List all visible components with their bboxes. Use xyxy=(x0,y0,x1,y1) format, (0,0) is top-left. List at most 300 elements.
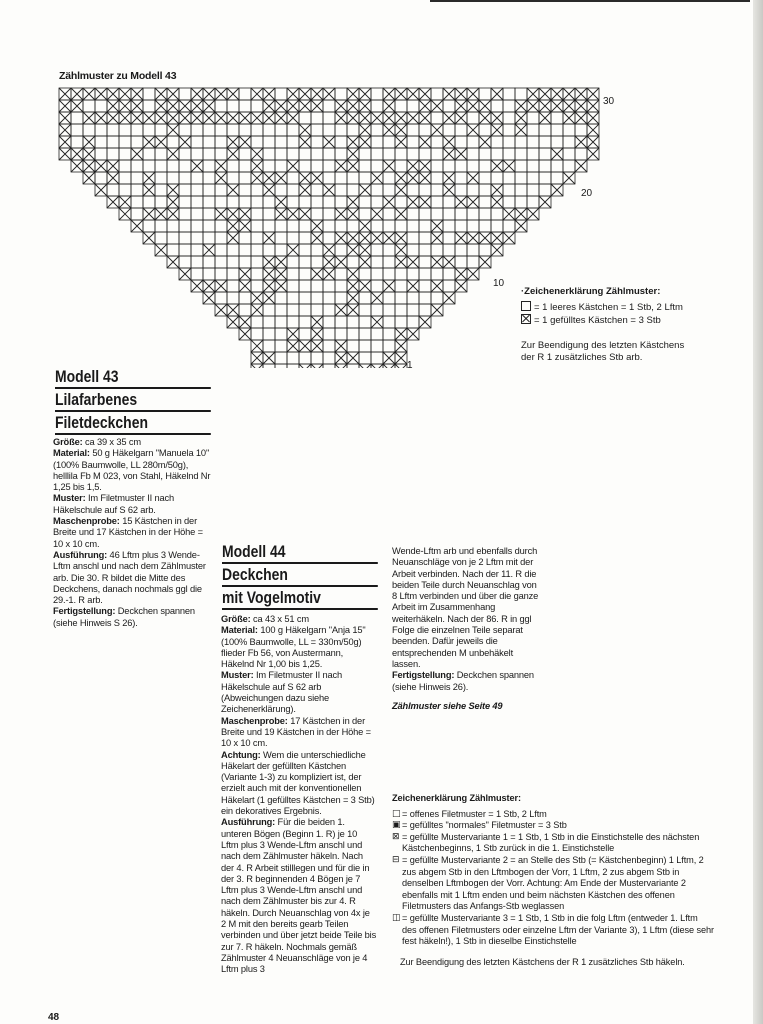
chart-cell xyxy=(503,184,515,196)
chart-cell xyxy=(371,268,383,280)
filled-cell-mark xyxy=(287,100,299,112)
filled-cell-mark xyxy=(239,280,251,292)
chart-cell xyxy=(503,172,515,184)
filled-cell-mark xyxy=(287,88,299,100)
chart-cell xyxy=(155,172,167,184)
filled-cell-mark xyxy=(131,148,143,160)
filled-cell-mark xyxy=(239,268,251,280)
symbol-key-title: Zeichenerklärung Zählmuster: xyxy=(392,793,521,803)
chart-cell xyxy=(131,124,143,136)
chart-cell xyxy=(143,148,155,160)
filled-cell-mark xyxy=(563,100,575,112)
chart-cell xyxy=(479,124,491,136)
filled-cell-mark xyxy=(131,88,143,100)
page-edge xyxy=(753,0,763,1024)
chart-cell xyxy=(311,112,323,124)
chart-cell xyxy=(227,160,239,172)
filled-cell-mark xyxy=(263,268,275,280)
chart-cell xyxy=(179,208,191,220)
filled-cell-mark xyxy=(311,268,323,280)
filled-cell-mark xyxy=(455,232,467,244)
filled-cell-mark xyxy=(335,256,347,268)
chart-cell xyxy=(479,244,491,256)
chart-cell xyxy=(215,136,227,148)
filled-cell-mark xyxy=(287,112,299,124)
chart-cell xyxy=(227,280,239,292)
chart-cell xyxy=(239,304,251,316)
chart-cell xyxy=(287,232,299,244)
chart-cell xyxy=(131,196,143,208)
chart-cell xyxy=(371,196,383,208)
chart-cell xyxy=(335,196,347,208)
chart-cell xyxy=(503,124,515,136)
chart-cell xyxy=(155,220,167,232)
chart-cell xyxy=(263,316,275,328)
filled-cell-mark xyxy=(479,100,491,112)
chart-cell xyxy=(119,160,131,172)
filled-cell-mark xyxy=(467,88,479,100)
filled-cell-mark xyxy=(443,112,455,124)
chart-cell xyxy=(335,184,347,196)
filled-cell-mark xyxy=(263,280,275,292)
chart-cell xyxy=(323,208,335,220)
chart-cell xyxy=(167,160,179,172)
filled-cell-mark xyxy=(287,208,299,220)
filled-cell-mark xyxy=(443,184,455,196)
chart-cell xyxy=(299,352,311,364)
filled-cell-mark xyxy=(143,184,155,196)
chart-cell xyxy=(335,280,347,292)
page-number: 48 xyxy=(48,1012,60,1023)
filled-cell-mark xyxy=(59,112,71,124)
chart-cell xyxy=(311,196,323,208)
chart-cell xyxy=(251,280,263,292)
chart-cell xyxy=(563,136,575,148)
filled-cell-mark xyxy=(503,160,515,172)
filled-cell-mark xyxy=(83,136,95,148)
filled-cell-mark xyxy=(371,208,383,220)
filled-cell-mark xyxy=(419,100,431,112)
filled-cell-mark xyxy=(167,208,179,220)
filled-cell-mark xyxy=(527,88,539,100)
chart-cell xyxy=(287,136,299,148)
chart-cell xyxy=(95,148,107,160)
filled-cell-mark xyxy=(239,136,251,148)
chart-cell xyxy=(215,148,227,160)
chart-cell xyxy=(527,160,539,172)
chart-cell xyxy=(359,352,371,364)
chart-cell xyxy=(335,220,347,232)
chart-cell xyxy=(383,304,395,316)
chart-cell xyxy=(191,268,203,280)
filled-cell-mark xyxy=(215,112,227,124)
chart-cell xyxy=(395,100,407,112)
filled-cell-mark xyxy=(287,328,299,340)
chart-cell xyxy=(419,220,431,232)
filled-cell-mark xyxy=(323,184,335,196)
chart-cell xyxy=(371,88,383,100)
chart-cell xyxy=(251,184,263,196)
chart-cell xyxy=(287,268,299,280)
chart-cell xyxy=(515,160,527,172)
chart-cell xyxy=(275,160,287,172)
chart-cell xyxy=(371,352,383,364)
filled-cell-mark xyxy=(395,112,407,124)
filled-cell-mark xyxy=(131,220,143,232)
filled-cell-mark xyxy=(215,172,227,184)
chart-cell xyxy=(455,244,467,256)
filled-cell-mark xyxy=(239,112,251,124)
filled-cell-mark xyxy=(395,232,407,244)
chart-cell xyxy=(299,196,311,208)
filled-cell-mark xyxy=(383,196,395,208)
filled-cell-mark xyxy=(383,280,395,292)
filled-cell-mark xyxy=(95,88,107,100)
chart-cell xyxy=(323,100,335,112)
chart-cell xyxy=(347,124,359,136)
chart-cell xyxy=(311,352,323,364)
filled-cell-mark xyxy=(419,88,431,100)
filled-cell-mark xyxy=(539,112,551,124)
filled-cell-mark xyxy=(383,352,395,364)
chart-cell xyxy=(119,148,131,160)
chart-cell xyxy=(395,304,407,316)
chart-cell xyxy=(383,220,395,232)
chart-cell xyxy=(407,220,419,232)
open-box-icon: □ xyxy=(392,808,401,819)
filled-cell-mark xyxy=(515,124,527,136)
filled-cell-mark xyxy=(359,244,371,256)
chart-cell xyxy=(299,232,311,244)
chart-cell xyxy=(287,148,299,160)
filled-cell-mark xyxy=(491,124,503,136)
filled-cell-mark xyxy=(575,136,587,148)
filled-cell-mark xyxy=(335,232,347,244)
chart-cell xyxy=(167,136,179,148)
chart-cell xyxy=(383,316,395,328)
chart-cell xyxy=(551,172,563,184)
chart-cell xyxy=(239,256,251,268)
chart-cell xyxy=(203,172,215,184)
chart-cell xyxy=(443,208,455,220)
chart-cell xyxy=(287,352,299,364)
filled-cell-mark xyxy=(407,160,419,172)
filled-cell-mark xyxy=(311,220,323,232)
chart-cell xyxy=(311,184,323,196)
chart-cell xyxy=(311,160,323,172)
filled-cell-mark xyxy=(383,100,395,112)
chart-cell xyxy=(539,148,551,160)
chart-cell xyxy=(251,268,263,280)
filled-cell-mark xyxy=(431,280,443,292)
filled-cell-mark xyxy=(419,172,431,184)
chart-cell xyxy=(215,244,227,256)
chart-cell xyxy=(347,340,359,352)
chart-cell xyxy=(467,208,479,220)
chart-cell xyxy=(179,220,191,232)
chart-cell xyxy=(71,112,83,124)
chart-cell xyxy=(383,340,395,352)
filled-cell-mark xyxy=(263,352,275,364)
filled-cell-mark xyxy=(395,184,407,196)
filled-cell-mark xyxy=(167,196,179,208)
chart-cell xyxy=(275,364,287,368)
chart-cell xyxy=(275,184,287,196)
filled-cell-mark xyxy=(455,100,467,112)
filled-cell-mark xyxy=(263,292,275,304)
chart-cell xyxy=(323,280,335,292)
filled-cell-mark xyxy=(395,88,407,100)
chart-cell xyxy=(155,232,167,244)
filled-cell-mark xyxy=(311,172,323,184)
chart-cell xyxy=(491,136,503,148)
chart-cell xyxy=(215,256,227,268)
filled-cell-mark xyxy=(347,232,359,244)
filled-cell-mark xyxy=(299,100,311,112)
chart-cell xyxy=(515,196,527,208)
chart-cell xyxy=(155,148,167,160)
chart-cell xyxy=(275,88,287,100)
filled-cell-mark xyxy=(143,136,155,148)
chart-cell xyxy=(191,172,203,184)
chart-cell xyxy=(503,100,515,112)
chart-cell xyxy=(143,220,155,232)
empty-box-icon xyxy=(521,301,531,311)
chart-cell xyxy=(407,136,419,148)
chart-cell xyxy=(359,208,371,220)
chart-cell xyxy=(407,316,419,328)
filled-cell-mark xyxy=(359,124,371,136)
filled-cell-mark xyxy=(227,88,239,100)
chart-cell xyxy=(407,244,419,256)
filled-cell-mark xyxy=(443,88,455,100)
chart-cell xyxy=(491,148,503,160)
chart-cell xyxy=(479,172,491,184)
chart-cell xyxy=(203,136,215,148)
chart-cell xyxy=(323,328,335,340)
filled-cell-mark xyxy=(407,196,419,208)
model43-text: Größe: ca 39 x 35 cm Material: 50 g Häkelgarn "Manuela 10" (100% Baumwolle, LL 280m/50g), helllila Fb M 023, von Stahl, Häkelnd Nr 1,25 bis 1,5. Muster: Im Filetmuster II nach Häkelschule auf S 62 arb. Maschenprobe: 15 Kästchen in der Breite und 17 Kästchen in der Höhe = 10 x 10 cm. Ausführung: 46 Lftm plus 3 Wende-Lftm anschl und nach dem Zählmuster arb. Die 30. R bildet die Mitte des Deckchens, danach nochmals ggl die 29.-1. R arb. Fertigstellung: Deckchen spannen (siehe Hinweis S 26). xyxy=(53,437,211,628)
chart-cell xyxy=(383,172,395,184)
chart-cell xyxy=(503,196,515,208)
chart-cell xyxy=(395,280,407,292)
filled-cell-mark xyxy=(251,352,263,364)
filled-cell-mark xyxy=(155,88,167,100)
filled-cell-mark xyxy=(467,124,479,136)
chart-cell xyxy=(575,148,587,160)
filled-cell-mark xyxy=(587,100,599,112)
chart-cell xyxy=(443,124,455,136)
filled-cell-mark xyxy=(575,112,587,124)
chart-cell xyxy=(407,100,419,112)
chart-cell xyxy=(203,208,215,220)
chart-cell xyxy=(431,292,443,304)
chart-cell xyxy=(443,280,455,292)
chart-cell xyxy=(275,232,287,244)
filled-cell-mark xyxy=(143,172,155,184)
filled-cell-mark xyxy=(479,112,491,124)
chart-cell xyxy=(215,124,227,136)
filled-cell-mark xyxy=(335,352,347,364)
filled-cell-mark xyxy=(263,232,275,244)
filled-cell-mark xyxy=(275,196,287,208)
chart-cell xyxy=(371,148,383,160)
filled-cell-mark xyxy=(371,292,383,304)
chart-cell xyxy=(287,124,299,136)
filled-cell-mark xyxy=(83,160,95,172)
chart-cell xyxy=(263,364,275,368)
chart-cell xyxy=(131,160,143,172)
chart-cell xyxy=(335,316,347,328)
filled-cell-mark xyxy=(455,268,467,280)
filled-cell-mark xyxy=(107,172,119,184)
chart-cell xyxy=(371,256,383,268)
chart-cell xyxy=(431,208,443,220)
chart-cell xyxy=(263,220,275,232)
filled-cell-mark xyxy=(527,208,539,220)
chart-cell xyxy=(239,160,251,172)
filled-cell-mark xyxy=(371,172,383,184)
chart-cell xyxy=(227,100,239,112)
filled-cell-mark xyxy=(251,304,263,316)
filled-cell-mark xyxy=(299,184,311,196)
filled-cell-mark xyxy=(575,88,587,100)
filled-cell-mark xyxy=(431,256,443,268)
chart-cell xyxy=(119,184,131,196)
chart-cell xyxy=(395,292,407,304)
chart-cell xyxy=(479,184,491,196)
model44-text-col1: Größe: ca 43 x 51 cm Material: 100 g Häkelgarn "Anja 15" (100% Baumwolle, LL = 330m/50g) flieder Fb 56, von Austermann, Häkelnd Nr 1,00 bis 1,25. Muster: Im Filetmuster II nach Häkelschule auf S 62 arb (Abweichungen dazu siehe Zeichenerklärung). Maschenprobe: 17 Kästchen in der Breite und 19 Kästchen in der Höhe = 10 x 10 cm. Achtung: Wem die unterschiedliche Häkelart der gefüllten Kästchen (Variante 1-3) zu kompliziert ist, der erzielt auch mit der konventionellen Häkelart (1 gefülltes Kästchen = 3 Stb) ein dekoratives Ergebnis. Ausführung: Für die beiden 1. unteren Bögen (Beginn 1. R) je 10 Lftm plus 3 Wende-Lftm anschl und nach dem Zählmuster häkeln. Nach der 4. R Arbeit stilllegen und für die in der 3. R beginnenden 4 Bögen je 7 Lftm plus 3 Wende-Lftm anschl und nach dem Zählmuster bis zur 4. R häkeln. Durch Neuanschlag von 4x je 2 M mit den bereits gearb Teilen verbinden und über jetzt beide Teile bis zur 7. R häkeln. Nochmals gemäß Zählmuster 4 Neuanschläge von je 4 Lftm plus 3 xyxy=(221,614,377,975)
chart-cell xyxy=(179,124,191,136)
chart-cell xyxy=(335,244,347,256)
filled-cell-mark xyxy=(347,88,359,100)
chart-cell xyxy=(491,220,503,232)
filled-cell-mark xyxy=(275,256,287,268)
chart-cell xyxy=(215,100,227,112)
chart-cell xyxy=(431,268,443,280)
filled-cell-mark xyxy=(227,148,239,160)
chart-cell xyxy=(527,172,539,184)
filled-cell-mark xyxy=(587,112,599,124)
filled-cell-mark xyxy=(395,352,407,364)
chart-cell xyxy=(239,124,251,136)
chart-cell xyxy=(203,160,215,172)
filled-cell-mark xyxy=(395,172,407,184)
chart-cell xyxy=(383,268,395,280)
chart-cell xyxy=(323,220,335,232)
chart-cell xyxy=(191,220,203,232)
chart-cell xyxy=(251,328,263,340)
filled-cell-mark xyxy=(95,112,107,124)
filled-cell-mark xyxy=(359,100,371,112)
chart-cell xyxy=(347,364,359,368)
chart-cell xyxy=(203,184,215,196)
chart-cell xyxy=(239,292,251,304)
filled-cell-mark xyxy=(83,148,95,160)
filled-cell-mark xyxy=(203,112,215,124)
filled-cell-mark xyxy=(419,136,431,148)
chart-cell xyxy=(395,316,407,328)
chart-cell xyxy=(275,124,287,136)
chart-cell xyxy=(119,172,131,184)
chart-cell xyxy=(191,196,203,208)
chart-cell xyxy=(395,196,407,208)
chart-cell xyxy=(203,124,215,136)
filled-cell-mark xyxy=(59,136,71,148)
filled-cell-mark xyxy=(539,100,551,112)
symbol-row: ◫ = gefüllte Mustervariante 3 = 1 Stb, 1 Stb in die folg Lftm (entweder 1. Lftm des offenen Filetmusters oder einzelne Lftm der Variante 3), 1 Lftm (diese sehr fest häkeln!), 1 Stb in dieselbe Einstichstelle xyxy=(392,912,714,947)
filled-cell-mark xyxy=(359,112,371,124)
chart-cell xyxy=(395,148,407,160)
chart-cell xyxy=(419,124,431,136)
filled-cell-mark xyxy=(203,244,215,256)
filled-cell-mark xyxy=(359,256,371,268)
chart-cell xyxy=(143,124,155,136)
filled-cell-mark xyxy=(227,220,239,232)
chart-cell xyxy=(539,184,551,196)
filled-cell-mark xyxy=(359,232,371,244)
chart-cell xyxy=(335,136,347,148)
chart-cell xyxy=(191,148,203,160)
filled-cell-mark xyxy=(479,256,491,268)
chart-cell xyxy=(143,160,155,172)
chart-cell xyxy=(443,196,455,208)
chart-cell xyxy=(191,124,203,136)
filled-cell-mark xyxy=(563,172,575,184)
filled-cell-mark xyxy=(155,208,167,220)
filled-cell-mark xyxy=(395,136,407,148)
filled-cell-mark xyxy=(443,172,455,184)
filled-cell-mark xyxy=(395,124,407,136)
filled-cell-mark xyxy=(467,100,479,112)
filled-cell-mark xyxy=(347,304,359,316)
filled-cell-mark xyxy=(299,172,311,184)
filled-cell-mark xyxy=(551,184,563,196)
filled-cell-mark xyxy=(323,268,335,280)
chart-cell xyxy=(515,172,527,184)
chart-cell xyxy=(527,124,539,136)
symbol-key xyxy=(392,793,714,968)
filled-cell-mark xyxy=(215,304,227,316)
filled-cell-mark xyxy=(323,244,335,256)
chart-cell xyxy=(467,220,479,232)
filled-cell-mark xyxy=(371,316,383,328)
chart-cell xyxy=(383,148,395,160)
chart-cell xyxy=(359,340,371,352)
filled-cell-mark xyxy=(467,172,479,184)
filled-cell-mark xyxy=(251,112,263,124)
chart-cell xyxy=(251,244,263,256)
filled-cell-mark xyxy=(491,196,503,208)
filled-cell-mark xyxy=(395,256,407,268)
filled-cell-mark xyxy=(299,208,311,220)
chart-cell xyxy=(431,148,443,160)
filled-cell-mark xyxy=(95,184,107,196)
chart-cell xyxy=(371,136,383,148)
filled-cell-mark xyxy=(227,136,239,148)
filled-cell-mark xyxy=(419,112,431,124)
chart-cell xyxy=(371,280,383,292)
filled-cell-mark xyxy=(575,160,587,172)
filled-cell-mark xyxy=(71,160,83,172)
chart-cell xyxy=(539,172,551,184)
chart-cell xyxy=(359,160,371,172)
chart-cell xyxy=(371,184,383,196)
filled-cell-mark xyxy=(251,292,263,304)
chart-cell xyxy=(263,340,275,352)
filled-box-icon xyxy=(521,314,531,324)
chart-cell xyxy=(347,316,359,328)
